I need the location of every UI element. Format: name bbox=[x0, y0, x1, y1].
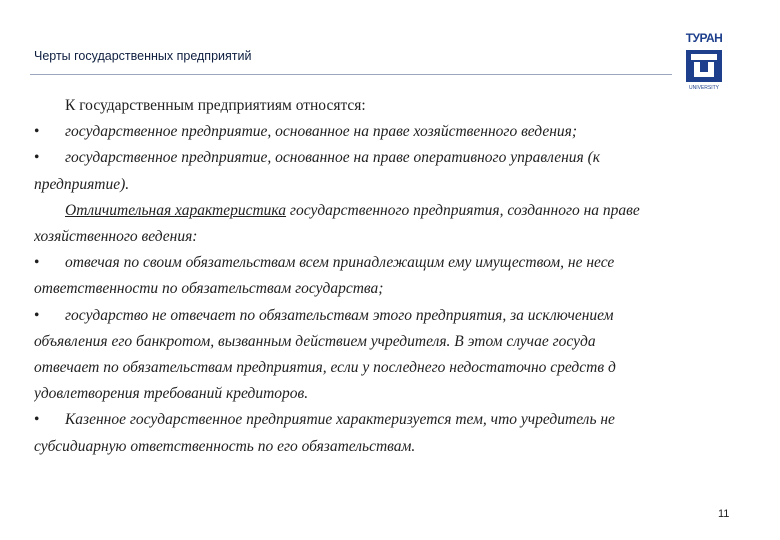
list-item bbox=[34, 145, 780, 171]
intro-text: К государственным предприятиям относятся: bbox=[65, 97, 366, 114]
bullet-icon: • bbox=[34, 149, 40, 167]
list-item-text: Казенное государственное предприятие характеризуется тем, что учредитель не bbox=[65, 411, 615, 429]
header-divider bbox=[30, 74, 672, 75]
list-item bbox=[34, 303, 780, 329]
list-item-continuation: объявления его банкротом, вызванным действием учредителя. В этом случае госуда bbox=[34, 332, 596, 350]
list-item-text: отвечая по своим обязательствам всем принадлежащим ему имуществом, не несе bbox=[65, 254, 615, 272]
distinct-heading-continuation: хозяйственного ведения: bbox=[34, 228, 198, 246]
list-item bbox=[34, 407, 780, 433]
list-item bbox=[34, 119, 780, 145]
list-item-continuation: отвечает по обязательствам предприятия, если у последнего недостаточно средств д bbox=[34, 359, 616, 377]
list-item-text: государственное предприятие, основанное на праве оперативного управления (к bbox=[65, 149, 601, 167]
slide-body bbox=[34, 93, 780, 473]
list-item-continuation: ответственности по обязательствам государства; bbox=[34, 280, 384, 298]
distinct-heading bbox=[34, 198, 780, 224]
list-item-text: государство не отвечает по обязательствам этого предприятия, за исключением bbox=[65, 306, 614, 324]
slide-title: Черты государственных предприятий bbox=[34, 49, 252, 63]
list-item-text: государственное предприятие, основанное на праве хозяйственного ведения; bbox=[65, 123, 578, 141]
page-number: 11 bbox=[718, 508, 730, 520]
bullet-icon: • bbox=[34, 254, 40, 272]
logo-subtext: UNIVERSITY bbox=[688, 85, 719, 91]
list-item bbox=[34, 250, 780, 276]
bullet-icon: • bbox=[34, 123, 40, 141]
list-item-continuation: субсидиарную ответственность по его обязательствам. bbox=[34, 437, 416, 455]
distinct-heading-rest: государственного предприятия, созданного на праве bbox=[286, 201, 640, 219]
list-item-continuation: предприятие). bbox=[34, 175, 130, 193]
turan-logo-icon bbox=[686, 50, 722, 82]
logo-text: ТУРАН bbox=[685, 31, 723, 45]
bullet-icon: • bbox=[34, 411, 40, 429]
bullet-icon: • bbox=[34, 306, 40, 324]
list-item-continuation: удовлетворения требований кредиторов. bbox=[34, 385, 309, 403]
underlined-phrase: Отличительная характеристика bbox=[65, 201, 287, 219]
university-logo bbox=[684, 30, 724, 92]
